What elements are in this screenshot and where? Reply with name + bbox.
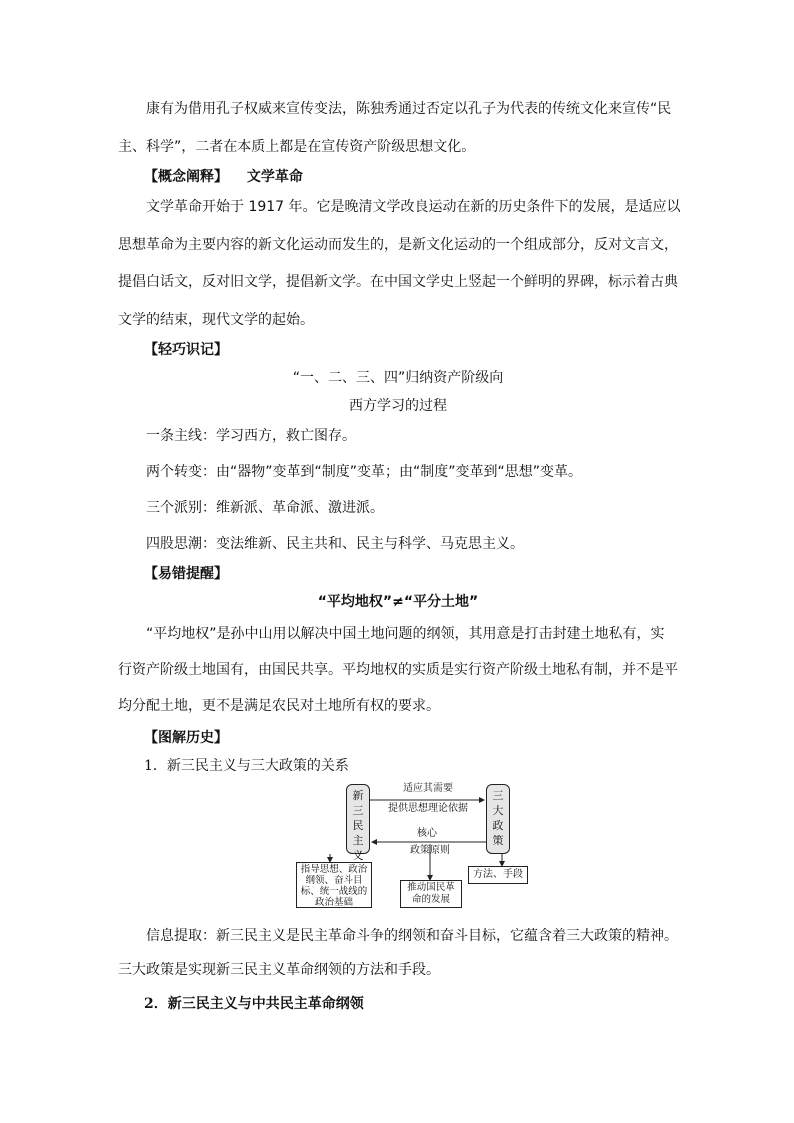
- info-line-1: 信息提取：新三民主义是民主革命斗争的纲领和奋斗目标，它蕴含着三大政策的精神。: [146, 928, 678, 944]
- error-line-2: 行资产阶级土地国有，由国民共享。平均地权的实质是实行资产阶级土地私有制，并不是平: [118, 662, 678, 678]
- concept-line-1: 文学革命开始于 1917 年。它是晚清文学改良运动在新的历史条件下的发展，是适应以: [146, 199, 681, 215]
- top-label-2: 提供思想理论依据: [388, 803, 468, 814]
- box-promote-revolution: 推动国民革命的发展: [400, 880, 462, 908]
- concept-term: 文学革命: [246, 169, 303, 185]
- error-title: “平均地权”≠“平分土地”: [317, 594, 479, 610]
- mid-label-2: 政策原则: [410, 845, 450, 856]
- memory-title-line-1: “一、二、三、四”归纳资产阶级向: [292, 370, 504, 386]
- memory-item-2: 两个转变：由“器物”变革到“制度”变革；由“制度”变革到“思想”变革。: [146, 464, 583, 480]
- section-1-title: 1．新三民主义与三大政策的关系: [144, 758, 349, 774]
- right-box-three-policies: [486, 784, 510, 854]
- concept-line-2: 思想革命为主要内容的新文化运动而发生的，是新文化运动的一个组成部分，反对文言文，: [118, 237, 678, 253]
- memory-tag: 【轻巧识记】: [144, 342, 228, 358]
- left-box-new-three-principles: [346, 784, 370, 862]
- concept-line-4: 文学的结束，现代文学的起始。: [118, 312, 314, 328]
- intro-line-1: 康有为借用孔子权威来宣传变法，陈独秀通过否定以孔子为代表的传统文化来宣传“民: [146, 101, 672, 117]
- concept-heading: [144, 167, 303, 187]
- concept-line-3: 提倡白话文，反对旧文学，提倡新文学。在中国文学史上竖起一个鲜明的界碑，标示着古典: [118, 274, 678, 290]
- error-tag: 【易错提醒】: [144, 566, 228, 582]
- info-line-2: 三大政策是实现新三民主义革命纲领的方法和手段。: [118, 962, 440, 978]
- intro-line-2: 主、科学”，二者在本质上都是在宣传资产阶级思想文化。: [118, 139, 476, 155]
- right-box-label: 三大政策: [492, 789, 504, 847]
- mid-label-1: 核心: [417, 828, 437, 839]
- relationship-diagram: [296, 780, 528, 910]
- error-line-1: “平均地权”是孙中山用以解决中国土地问题的纲领，其用意是打击封建土地私有，实: [146, 626, 665, 642]
- memory-item-4: 四股思潮：变法维新、民主共和、民主与科学、马克思主义。: [146, 536, 524, 552]
- error-line-3: 均分配土地，更不是满足农民对土地所有权的要求。: [118, 698, 440, 714]
- memory-item-1: 一条主线：学习西方，救亡图存。: [146, 428, 356, 444]
- memory-item-3: 三个派别：维新派、革命派、激进派。: [146, 500, 384, 516]
- section-2-title: 2．新三民主义与中共民主革命纲领: [144, 996, 364, 1012]
- concept-tag: 【概念阐释】: [144, 169, 228, 185]
- top-label-1: 适应其需要: [403, 783, 453, 794]
- memory-title-line-2: 西方学习的过程: [349, 398, 447, 414]
- box-guiding-ideology: 指导思想、政治纲领、奋斗目标、统一战线的政治基础: [296, 862, 372, 908]
- left-box-label: 新三民主义: [352, 789, 364, 862]
- box-methods: 方法、手段: [468, 866, 528, 884]
- graphic-tag: 【图解历史】: [144, 730, 228, 746]
